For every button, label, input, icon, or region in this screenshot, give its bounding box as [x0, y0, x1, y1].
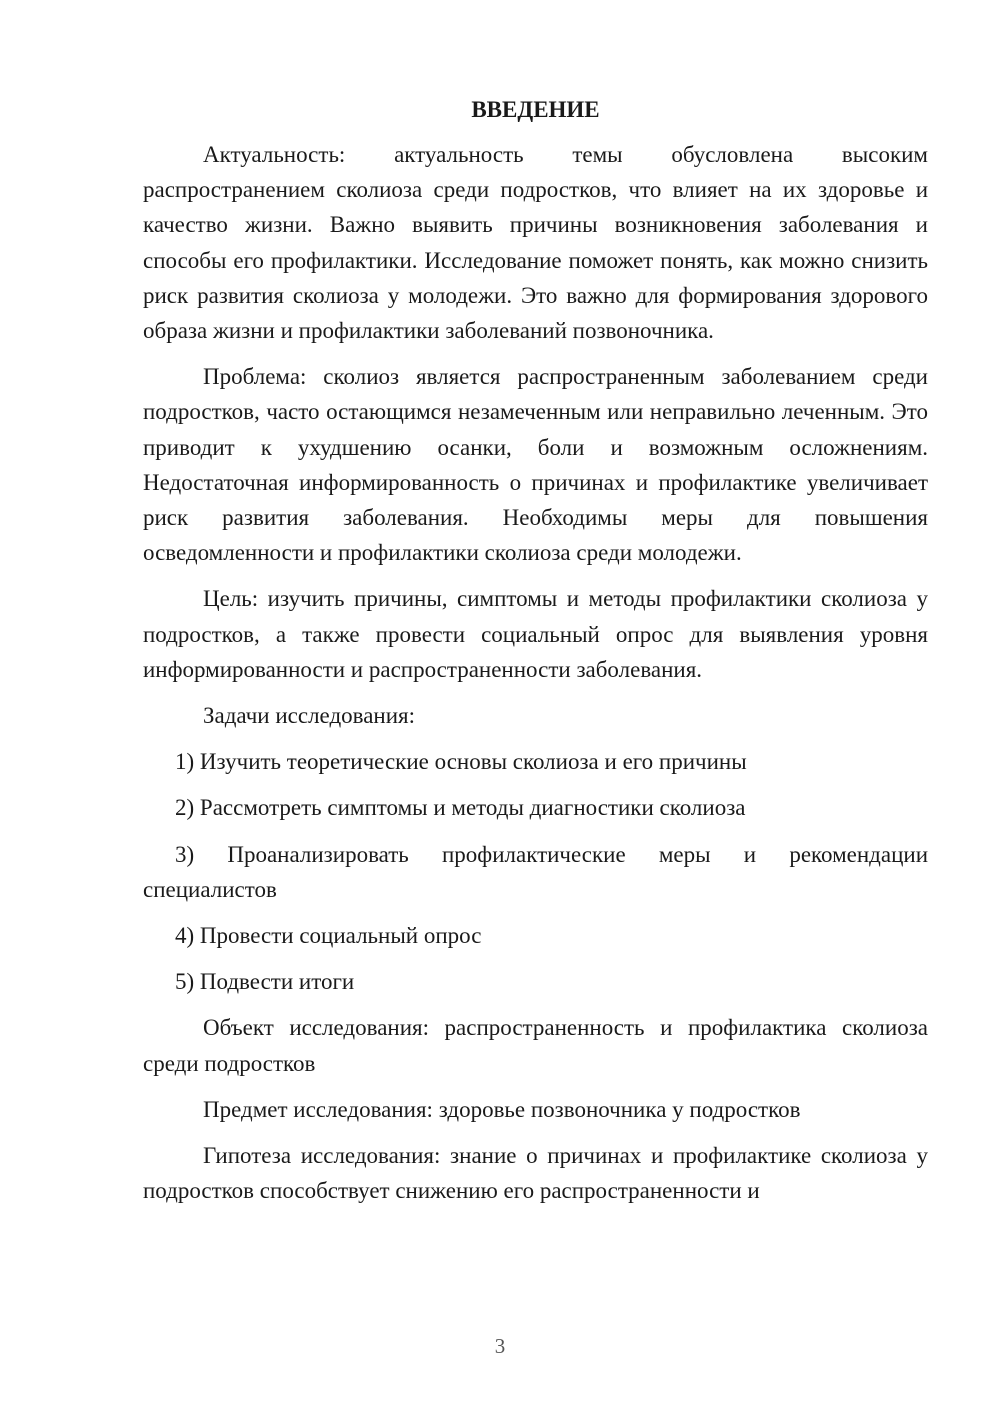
paragraph-hypothesis: Гипотеза исследования: знание о причинах и профилактике сколиоза у подростков способствует снижению его распространенности и	[143, 1143, 928, 1204]
paragraph-problem: Проблема: сколиоз является распространенным заболеванием среди подростков, часто остающимся незамеченным или неправильно леченным. Это приводит к ухудшению осанки, боли и возможным осложнениям. Недостаточная информированность о причинах и профилактике увеличивает риск развития заболевания. Необходимы меры для повышения осведомленности и профилактики сколиоза среди молодежи.	[143, 364, 928, 566]
task-item-3: 3) Проанализировать профилактические меры и рекомендации специалистов	[143, 841, 928, 902]
paragraph-relevance: Актуальность: актуальность темы обусловлена высоким распространением сколиоза среди подростков, что влияет на их здоровье и качество жизни. Важно выявить причины возникновения заболевания и способы его профилактики. Исследование поможет понять, как можно снизить риск развития сколиоза у молодежи. Это важно для формирования здорового образа жизни и профилактики заболеваний позвоночника.	[143, 142, 928, 344]
task-item-5: 5) Подвести итоги	[175, 969, 355, 995]
page-content	[143, 92, 928, 1219]
paragraph-subject: Предмет исследования: здоровье позвоночника у подростков	[203, 1096, 801, 1122]
section-title: ВВЕДЕНИЕ	[471, 97, 600, 122]
task-item-2: 2) Рассмотреть симптомы и методы диагностики сколиоза	[175, 795, 746, 821]
paragraph-tasks-heading: Задачи исследования:	[203, 703, 416, 729]
page-number: 3	[494, 1334, 506, 1358]
task-item-4: 4) Провести социальный опрос	[175, 923, 482, 949]
paragraph-goal: Цель: изучить причины, симптомы и методы профилактики сколиоза у подростков, а также провести социальный опрос для выявления уровня информированности и распространенности заболевания.	[143, 586, 928, 682]
task-item-1: 1) Изучить теоретические основы сколиоза и его причины	[175, 749, 747, 775]
paragraph-object: Объект исследования: распространенность и профилактика сколиоза среди подростков	[143, 1015, 928, 1076]
